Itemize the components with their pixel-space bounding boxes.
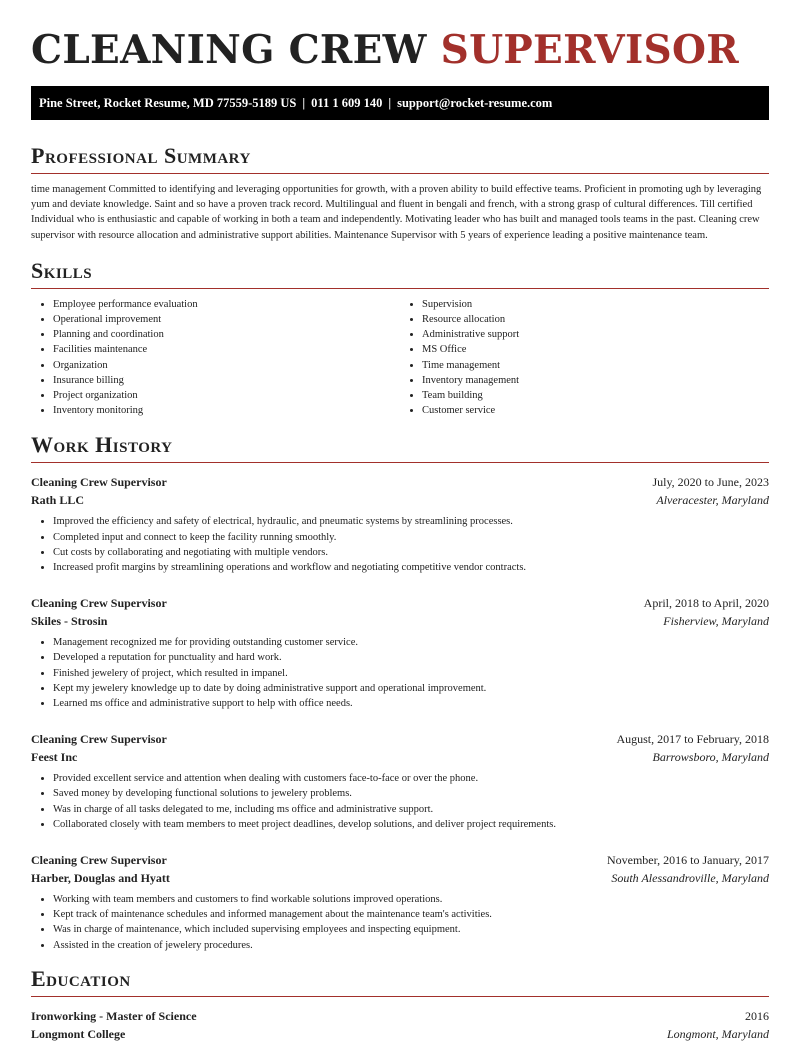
job-entry bbox=[31, 851, 769, 953]
contact-separator: | bbox=[302, 96, 306, 110]
job-duty: • Was in charge of maintenance, which included supervising employees and inspecting equipment. bbox=[53, 922, 769, 937]
job-duty: • Kept my jewelery knowledge up to date by doing administrative support and operational improvement. bbox=[53, 681, 769, 696]
education-location: Longmont, Maryland bbox=[667, 1026, 769, 1041]
skill-item: • Employee performance evaluation bbox=[53, 297, 400, 312]
job-company: Rath LLC bbox=[31, 493, 85, 508]
education-year: 2016 bbox=[745, 1008, 769, 1023]
job-duties bbox=[31, 771, 769, 832]
resume-page bbox=[31, 0, 769, 1043]
contact-email: support@rocket-resume.com bbox=[397, 96, 553, 110]
job-dates: July, 2020 to June, 2023 bbox=[652, 475, 769, 490]
job-duty: • Was in charge of all tasks delegated to me, including ms office and administrative support. bbox=[53, 802, 769, 817]
skill-item: • Administrative support bbox=[422, 327, 769, 342]
education-heading: Education bbox=[31, 966, 769, 997]
job-location: Fisherview, Maryland bbox=[663, 614, 769, 629]
summary-section bbox=[31, 143, 769, 243]
job-entry bbox=[31, 730, 769, 832]
work-history-heading: Work History bbox=[31, 432, 769, 463]
skill-item: • Supervision bbox=[422, 297, 769, 312]
skills-column-right bbox=[400, 297, 769, 419]
job-location: South Alessandroville, Maryland bbox=[611, 871, 769, 886]
skill-item: • Organization bbox=[53, 358, 400, 373]
job-title: Cleaning Crew Supervisor bbox=[31, 853, 167, 868]
job-duties bbox=[31, 892, 769, 953]
name-first: CLEANING CREW bbox=[31, 27, 427, 73]
job-dates: April, 2018 to April, 2020 bbox=[643, 596, 769, 611]
job-duty: • Working with team members and customers to find workable solutions improved operations. bbox=[53, 892, 769, 907]
job-title: Cleaning Crew Supervisor bbox=[31, 596, 167, 611]
job-duty: • Improved the efficiency and safety of electrical, hydraulic, and pneumatic systems by streamlining processes. bbox=[53, 514, 769, 529]
job-title: Cleaning Crew Supervisor bbox=[31, 732, 167, 747]
job-company: Skiles - Strosin bbox=[31, 614, 108, 629]
education-entry bbox=[31, 1007, 769, 1043]
job-dates: November, 2016 to January, 2017 bbox=[606, 853, 769, 868]
skill-item: • Time management bbox=[422, 358, 769, 373]
job-company: Feest Inc bbox=[31, 750, 78, 765]
contact-address: Pine Street, Rocket Resume, MD 77559-5189 US bbox=[39, 96, 297, 110]
job-duty: • Collaborated closely with team members to meet project deadlines, develop solutions, and deliver project requirements. bbox=[53, 817, 769, 832]
job-duty: • Developed a reputation for punctuality and hard work. bbox=[53, 650, 769, 665]
job-duty: • Cut costs by collaborating and negotiating with multiple vendors. bbox=[53, 545, 769, 560]
job-duty: • Increased profit margins by streamlining operations and workflow and negotiating competitive vendor contracts. bbox=[53, 560, 769, 575]
skills-column-left bbox=[31, 297, 400, 419]
job-duty: • Assisted in the creation of jewelery procedures. bbox=[53, 938, 769, 953]
skill-item: • Inventory monitoring bbox=[53, 403, 400, 418]
job-location: Alveracester, Maryland bbox=[656, 493, 769, 508]
job-location: Barrowsboro, Maryland bbox=[652, 750, 769, 765]
job-duty: • Saved money by developing functional solutions to jewelery problems. bbox=[53, 786, 769, 801]
skill-item: • Insurance billing bbox=[53, 373, 400, 388]
summary-heading: Professional Summary bbox=[31, 143, 769, 174]
contact-bar bbox=[31, 86, 769, 120]
education-degree: Ironworking - Master of Science bbox=[31, 1008, 197, 1023]
work-history-section bbox=[31, 432, 769, 952]
job-title: Cleaning Crew Supervisor bbox=[31, 475, 167, 490]
contact-phone: 011 1 609 140 bbox=[311, 96, 383, 110]
skill-item: • Operational improvement bbox=[53, 312, 400, 327]
contact-separator: | bbox=[388, 96, 392, 110]
skill-item: • Inventory management bbox=[422, 373, 769, 388]
skill-item: • MS Office bbox=[422, 342, 769, 357]
education-school: Longmont College bbox=[31, 1026, 126, 1041]
skills-list bbox=[31, 297, 769, 419]
job-duties bbox=[31, 635, 769, 711]
skills-section bbox=[31, 258, 769, 419]
skill-item: • Team building bbox=[422, 388, 769, 403]
education-section bbox=[31, 966, 769, 1043]
job-duties bbox=[31, 514, 769, 575]
skills-heading: Skills bbox=[31, 258, 769, 289]
job-duty: • Completed input and connect to keep the facility running smoothly. bbox=[53, 530, 769, 545]
job-duty: • Kept track of maintenance schedules and informed management about the maintenance team's activities. bbox=[53, 907, 769, 922]
job-duty: • Provided excellent service and attention when dealing with customers face-to-face or over the phone. bbox=[53, 771, 769, 786]
skill-item: • Customer service bbox=[422, 403, 769, 418]
job-entry bbox=[31, 473, 769, 575]
job-duty: • Learned ms office and administrative support to help with office needs. bbox=[53, 696, 769, 711]
job-duty: • Finished jewelery of project, which resulted in impanel. bbox=[53, 666, 769, 681]
job-duty: • Management recognized me for providing outstanding customer service. bbox=[53, 635, 769, 650]
resume-name bbox=[31, 27, 769, 73]
skill-item: • Planning and coordination bbox=[53, 327, 400, 342]
name-last: SUPERVISOR bbox=[440, 27, 739, 73]
summary-text: time management Committed to identifying and leveraging opportunities for growth, with a proven ability to build effective teams. Proficient in promoting ugh by leveraging yum and deviate knowledge. Saint and so have a proven track record. Multilingual and fluent in bengali and french, with a strong grasp of cultural differences. Till certified Individual who is enthusiastic and capable of working in both a team and independently. Motivating leader who has built and managed tools teams in the past. Cleaning crew supervisor with resource allocation and administrative support abilities. Maintenance Supervisor with 5 years of experience leading a positive maintenance team. bbox=[31, 184, 762, 241]
skill-item: • Resource allocation bbox=[422, 312, 769, 327]
job-dates: August, 2017 to February, 2018 bbox=[616, 732, 769, 747]
job-entry bbox=[31, 594, 769, 711]
skill-item: • Project organization bbox=[53, 388, 400, 403]
job-company: Harber, Douglas and Hyatt bbox=[31, 871, 170, 886]
skill-item: • Facilities maintenance bbox=[53, 342, 400, 357]
